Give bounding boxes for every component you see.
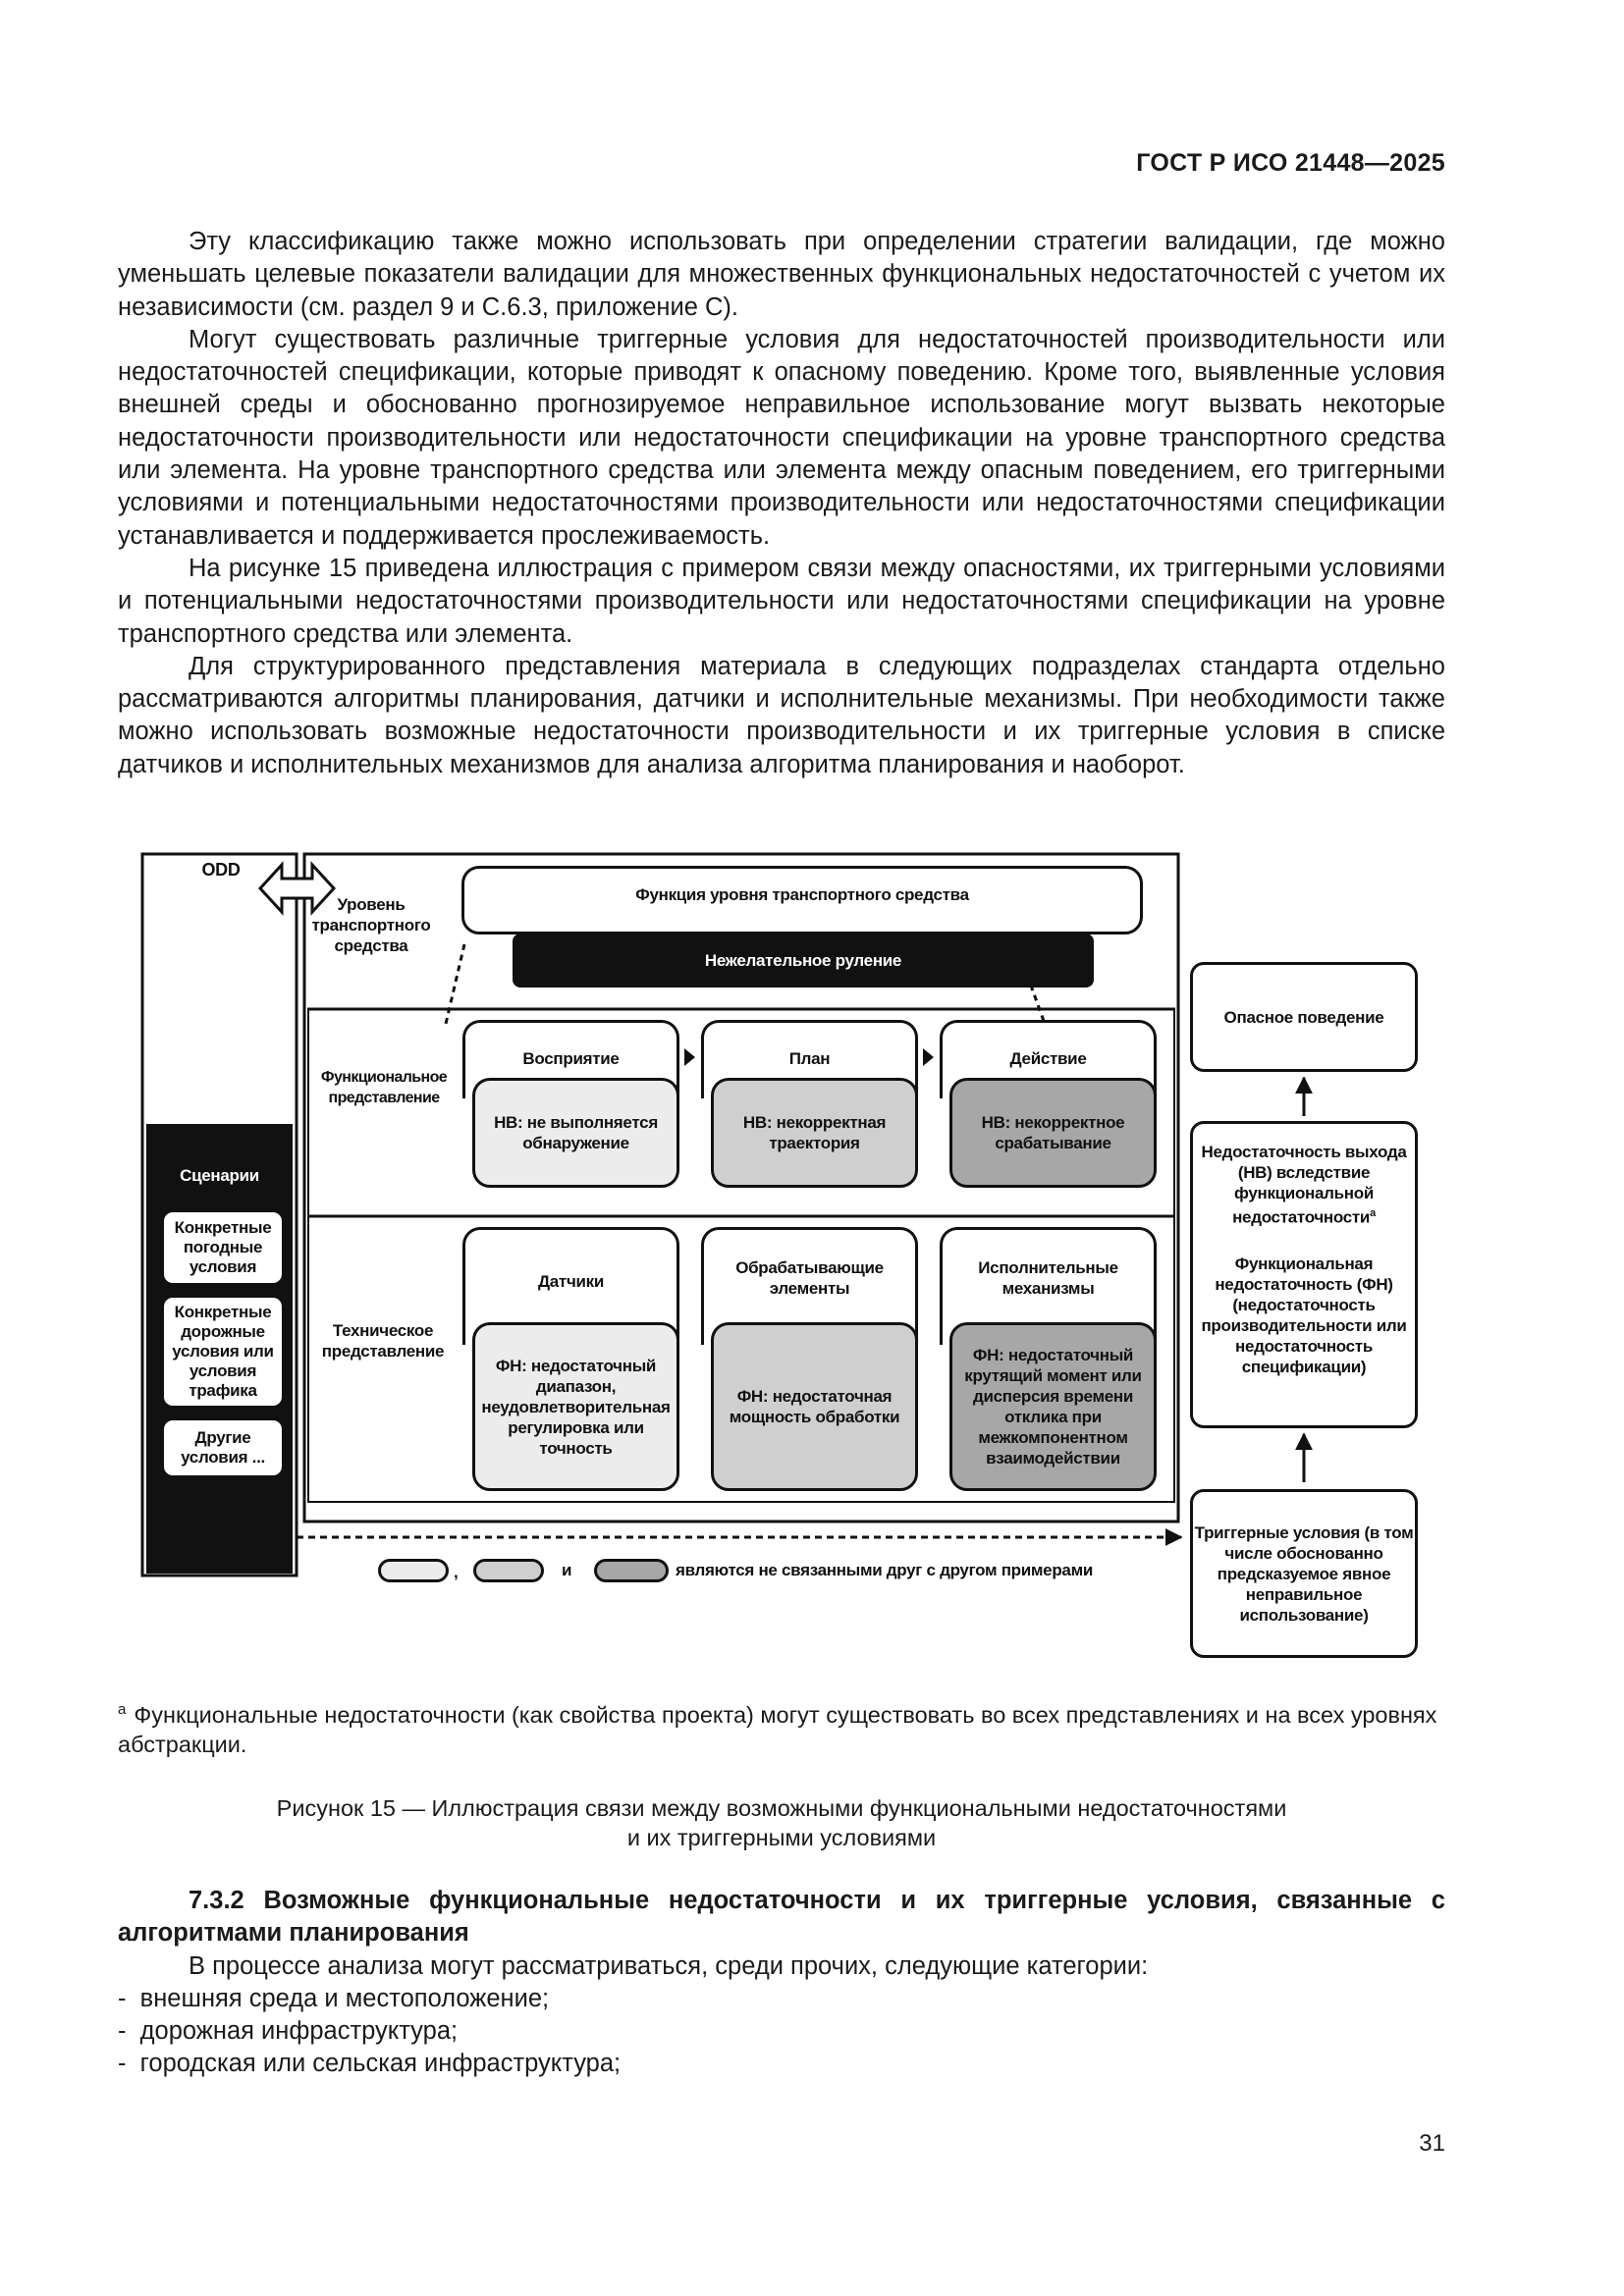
legend-light-sample [378, 1559, 449, 1582]
fault-action: НВ: некорректное срабатывание [949, 1078, 1157, 1188]
footnote [118, 1695, 1445, 1759]
list-item: - городская или сельская инфраструктура; [118, 2050, 622, 2078]
block-actuators: Исполнительные механизмы [940, 1227, 1157, 1345]
paragraph: На рисунке 15 приведена иллюстрация с примером связи между опасностями, их триггерными условиями и потенциальными недостаточностями производительности или недостаточностями спецификации на уровне транспортного средства или элемента. [118, 554, 1445, 648]
fault-perception: НВ: не выполняется обнаружение [472, 1078, 679, 1188]
flow-arrow [684, 1048, 695, 1066]
scenarios-panel [146, 1124, 293, 1574]
paragraph: Могут существовать различные триггерные условия для недостаточностей производительности или недостаточностей спецификации, которые приводят к опасному поведению. Кроме того, выявленные условия внешней среды и обоснованно прогнозируемое неправильное использование могут вызвать некоторые недостаточности производительности или недостаточности спецификации на уровне транспортного средства или элемента. На уровне транспортного средства или элемента между опасным поведением, его триггерными условиями и потенциальными недостаточностями производительности или недостаточностями спецификации устанавливается и поддерживается прослеживаемость. [118, 325, 1445, 550]
legend-dark-sample [594, 1559, 669, 1582]
unwanted-steering-box: Нежелательное руление [513, 934, 1094, 988]
body-text [118, 226, 1445, 781]
list-item-text: городская или сельская инфраструктура; [139, 2050, 622, 2078]
flow-arrow [923, 1048, 934, 1066]
paragraph: Эту классификацию также можно использовать при определении стратегии валидации, где можно уменьшать целевые показатели валидации для множественных функциональных недостаточностей с учетом их независимости (см. раздел 9 и С.6.3, приложение С). [118, 228, 1445, 321]
footnote-text: Функциональные недостаточности (как свойства проекта) могут существовать во всех представлениях и на всех уровнях абстракции. [118, 1702, 1437, 1757]
odd-label: ODD [201, 860, 241, 880]
legend-medium-sample [473, 1559, 544, 1582]
dashed-line-left [446, 944, 464, 1024]
list-item: - внешняя среда и местоположение; [118, 1984, 550, 2012]
triggering-conditions-box: Триггерные условия (в том числе обоснованно предсказуемое явное неправильное использование) [1190, 1489, 1418, 1658]
output-insufficiency-label: Недостаточность выхода (НВ) вследствие функциональной недостаточности [1201, 1143, 1407, 1227]
block-sensors: Датчики [462, 1227, 679, 1345]
functional-insufficiency-label: Функциональная недостаточность (ФН) (недостаточность производительности или недостаточность спецификации) [1201, 1254, 1407, 1376]
list-item-text: внешняя среда и местоположение; [139, 1984, 550, 2012]
scenario-other: Другие условия ... [164, 1420, 282, 1475]
functional-insufficiency-text [1193, 1254, 1415, 1377]
scenarios-title: Сценарии [180, 1166, 259, 1185]
fault-plan: НВ: некорректная траектория [711, 1078, 918, 1188]
list-item-text: дорожная инфраструктура; [139, 2017, 459, 2046]
insufficiency-box [1190, 1121, 1418, 1428]
scenario-road: Конкретные дорожные условия или условия трафика [164, 1298, 282, 1406]
block-processing: Обрабатывающие элементы [701, 1227, 918, 1345]
section-7-3-2 [118, 1885, 1445, 2081]
page-number: 31 [1419, 2130, 1445, 2157]
scenario-weather: Конкретные погодные условия [164, 1212, 282, 1283]
section-intro: В процессе анализа могут рассматриваться, среди прочих, следующие категории: [189, 1951, 1149, 1980]
figure-15 [137, 849, 1434, 1664]
fault-actuators: ФН: недостаточный крутящий момент или дисперсия времени отклика при межкомпонентном взаимодействии [949, 1322, 1157, 1491]
list-item: - дорожная инфраструктура; [118, 2017, 459, 2046]
paragraph: Для структурированного представления материала в следующих подразделах стандарта отдельно рассматриваются алгоритмы планирования, датчики и исполнительные механизмы. При необходимости также можно использовать возможные недостаточности производительности и их триггерные условия в списке датчиков и исполнительных механизмов для анализа алгоритма планирования и наоборот. [118, 652, 1445, 778]
legend-text: являются не связанными друг с другом примерами [676, 1561, 1093, 1579]
caption-line: Рисунок 15 — Иллюстрация связи между возможными функциональными недостаточностями [276, 1795, 1287, 1821]
output-insufficiency-text [1193, 1142, 1415, 1228]
section-heading: 7.3.2 Возможные функциональные недостаточности и их триггерные условия, связанные с алгоритмами планирования [118, 1887, 1445, 1948]
legend-and: и [562, 1561, 572, 1579]
block-perception: Восприятие [462, 1020, 679, 1098]
footnote-mark: a [118, 1701, 127, 1718]
figure-caption [118, 1793, 1445, 1852]
hazardous-behavior-box: Опасное поведение [1190, 962, 1418, 1072]
legend-comma: , [454, 1563, 459, 1581]
level-label-vehicle: Уровень транспортного средства [311, 895, 431, 955]
block-action: Действие [940, 1020, 1157, 1098]
block-plan: План [701, 1020, 918, 1098]
footnote-mark: a [1370, 1207, 1376, 1219]
fault-processing: ФН: недостаточная мощность обработки [711, 1322, 918, 1491]
level-label-functional: Функциональное представление [320, 1069, 448, 1106]
caption-line: и их триггерными условиями [626, 1825, 937, 1850]
fault-sensors: ФН: недостаточный диапазон, неудовлетворительная регулировка или точность [472, 1322, 679, 1491]
page-header: ГОСТ Р ИСО 21448—2025 [1136, 149, 1445, 177]
vehicle-function-box: Функция уровня транспортного средства [461, 866, 1143, 934]
level-label-technical: Техническое представление [321, 1321, 445, 1361]
